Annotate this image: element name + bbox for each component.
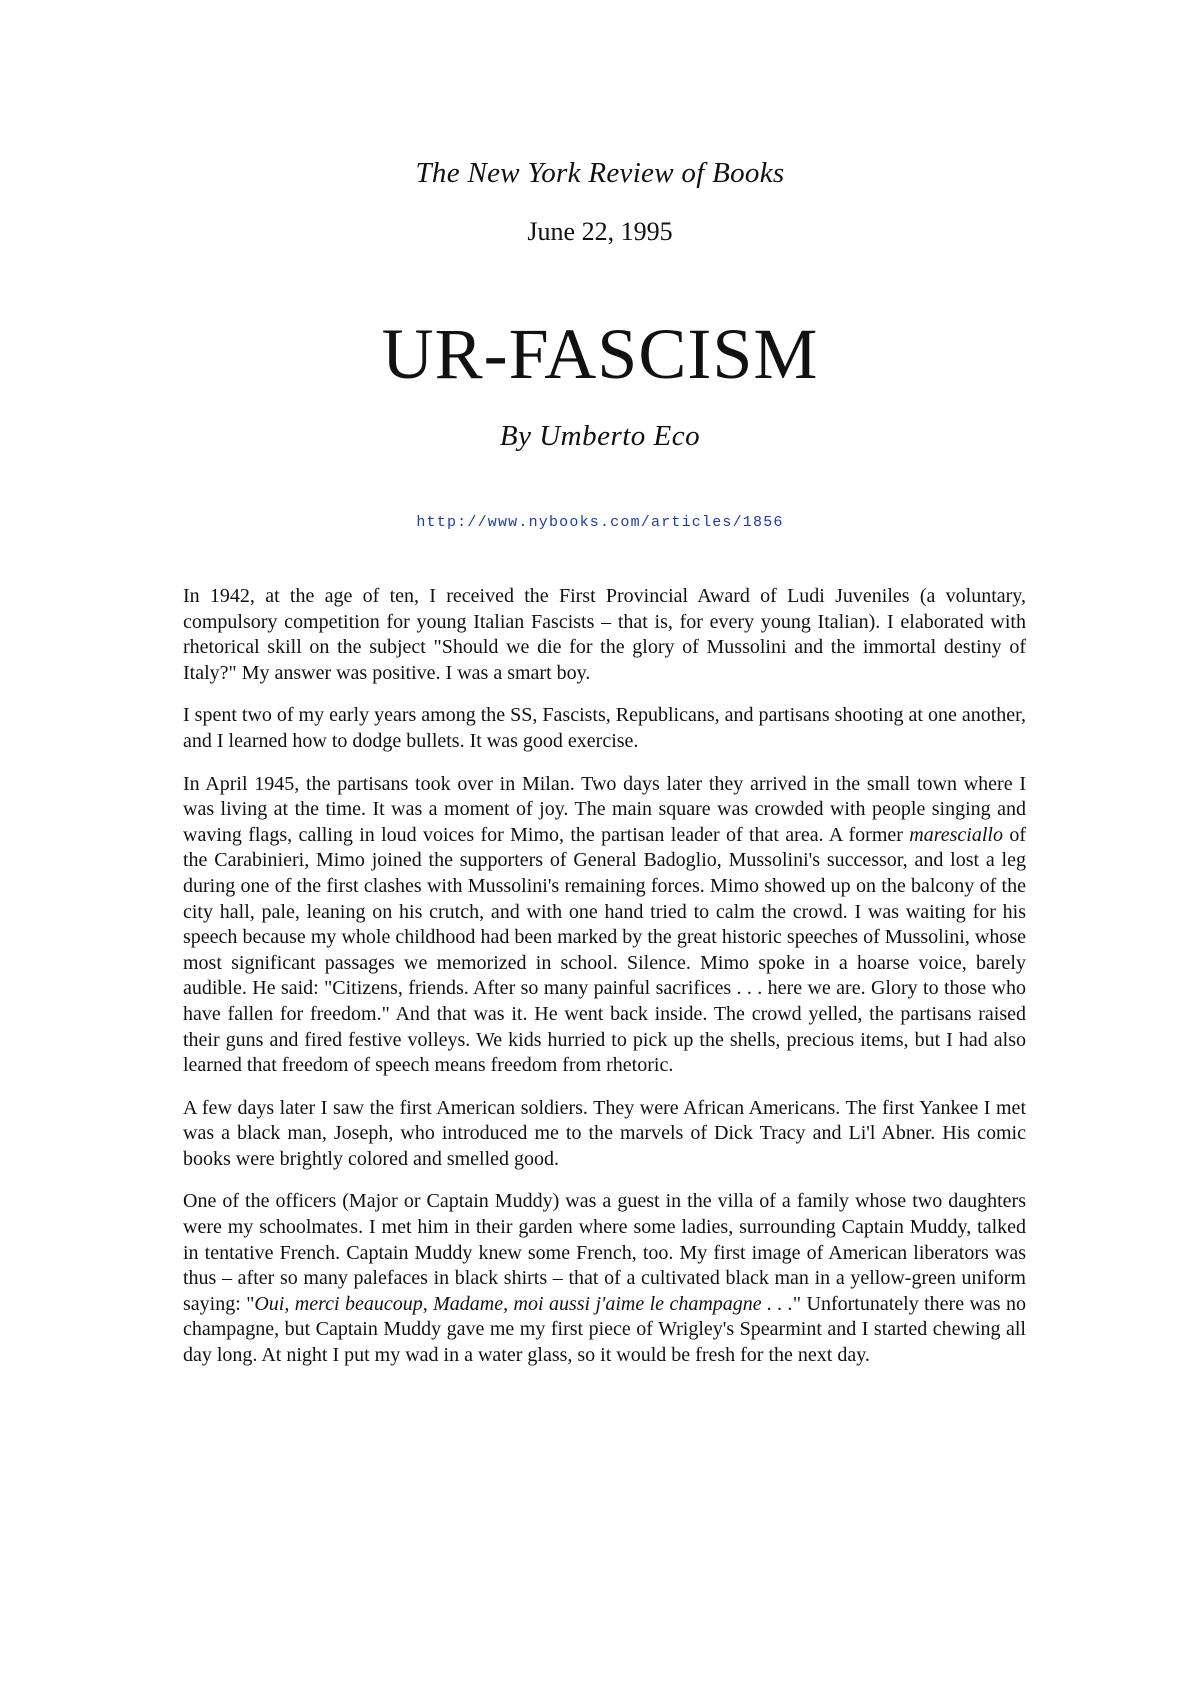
article-url-link[interactable]: http://www.nybooks.com/articles/1856 <box>416 514 784 531</box>
paragraph-3-text-start: In April 1945, the partisans took over in Milan. Two days later they arrived in the small town where I was living at the time. It was a moment of joy. The main square was crowded with people singing and waving flags, calling in loud voices for Mimo, the partisan leader of that area. A former <box>183 772 1026 846</box>
article-title: UR-FASCISM <box>381 314 819 394</box>
paragraph-2: I spent two of my early years among the SS, Fascists, Republicans, and partisans shooting at one another, and I learned how to dodge bullets. It was good exercise. <box>183 704 1026 752</box>
publication-date: June 22, 1995 <box>527 217 673 246</box>
paragraph-3 <box>183 772 1026 1079</box>
paragraph-5-italic-quote: Oui, merci beaucoup, Madame, moi aussi j'aime le champagne . . . <box>254 1292 793 1315</box>
paragraph-3-italic-term: maresciallo <box>909 823 1003 846</box>
paragraph-5-text-start: One of the officers (Major or Captain Muddy) was a guest in the villa of a family whose two daughters were my schoolmates. I met him in their garden where some ladies, surrounding Captain Muddy, talked in tentative French. Captain Muddy knew some French, too. My first image of American liberators was thus – after so many palefaces in black shirts – that of a cultivated black man in a yellow-green uniform saying: " <box>183 1190 1026 1315</box>
paragraph-5-text-end: " Unfortunately there was no champagne, but Captain Muddy gave me my first piece of Wrigley's Spearmint and I started chewing all day long. At night I put my wad in a water glass, so it would be fresh for the next day. <box>183 1292 1027 1367</box>
paragraph-1: In 1942, at the age of ten, I received the First Provincial Award of Ludi Juveniles (a voluntary, compulsory competition for young Italian Fascists – that is, for every young Italian). I elaborated with rhetorical skill on the subject "Should we die for the glory of Mussolini and the immortal destiny of Italy?" My answer was positive. I was a smart boy. <box>183 585 1026 684</box>
paragraph-3-text-end: of the Carabinieri, Mimo joined the supporters of General Badoglio, Mussolini's successor, and lost a leg during one of the first clashes with Mussolini's remaining forces. Mimo showed up on the balcony of the city hall, pale, leaning on his crutch, and with one hand tried to calm the crowd. I was waiting for his speech because my whole childhood had been marked by the great historic speeches of Mussolini, whose most significant passages we memorized in school. Silence. Mimo spoke in a hoarse voice, barely audible. He said: "Citizens, friends. After so many painful sacrifices . . . here we are. Glory to those who have fallen for freedom." And that was it. He went back inside. The crowd yelled, the partisans raised their guns and fired festive volleys. We kids hurried to pick up the shells, precious items, but I had also learned that freedom of speech means freedom from rhetoric. <box>183 823 1026 1077</box>
article-author: By Umberto Eco <box>499 420 701 452</box>
journal-name: The New York Review of Books <box>415 157 785 189</box>
paragraph-4: A few days later I saw the first American soldiers. They were African Americans. The first Yankee I met was a black man, Joseph, who introduced me to the marvels of Dick Tracy and Li'l Abner. His comic books were brightly colored and smelled good. <box>183 1096 1026 1170</box>
article-body <box>183 584 1026 1386</box>
paragraph-5 <box>183 1189 1026 1368</box>
